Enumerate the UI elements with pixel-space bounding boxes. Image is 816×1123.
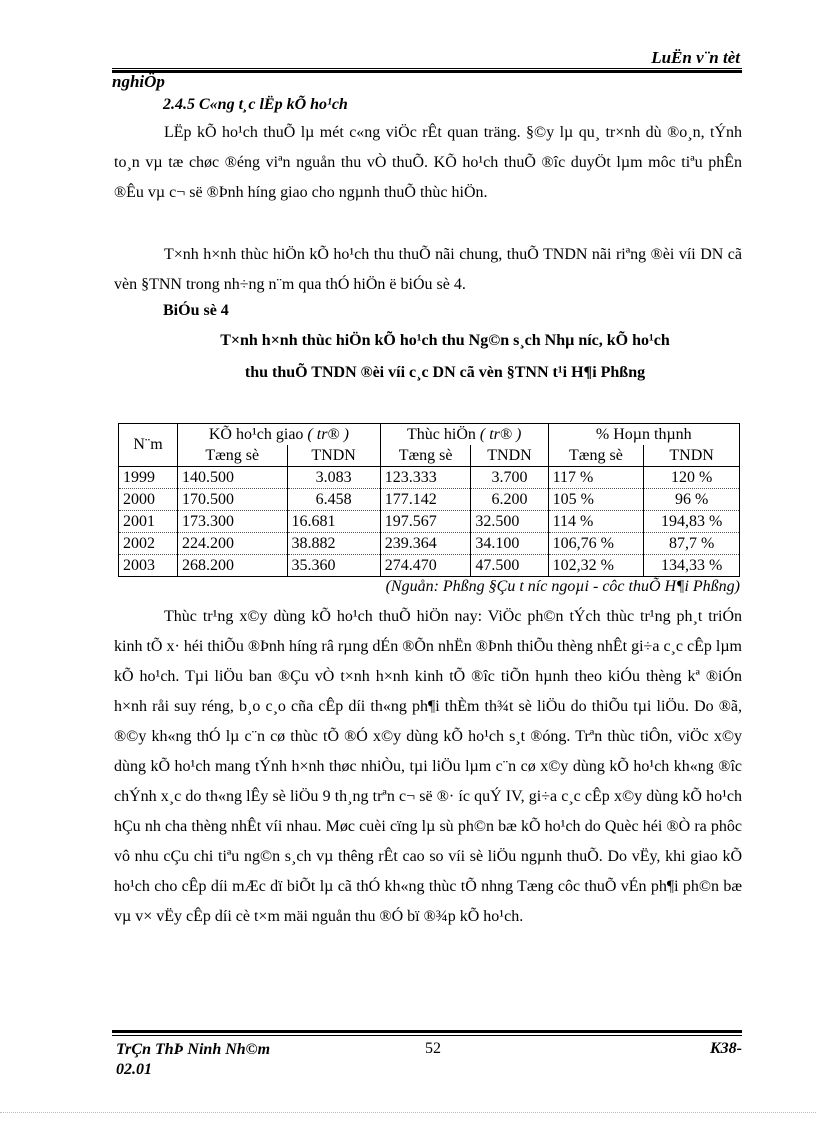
footer-author: TrÇn ThÞ Ninh Nh©m 02.01 (116, 1041, 271, 1078)
table-row: 2001 173.300 16.681 197.567 32.500 114 % 194,83 % (119, 511, 740, 533)
sub-actual-total: Tæng sè (380, 445, 471, 467)
col-group-plan: KÕ ho¹ch giao ( tr® ) (178, 424, 381, 446)
table-title-line-2: thu thuÕ TNDN ®èi víi c¸c DN cã vèn §TNN t¹i H¶i Phßng (244, 364, 646, 381)
table-row: 2002 224.200 38.882 239.364 34.100 106,76 % 87,7 % (119, 533, 740, 555)
col-year-header: N¨m (119, 424, 178, 467)
page-bottom-divider (0, 1112, 816, 1113)
page-number: 52 (425, 1040, 441, 1057)
section-title: 2.4.5 C«ng t¸c lËp kÕ ho¹ch (163, 96, 348, 113)
table-title-line-1: T×nh h×nh thùc hiÖn kÕ ho¹ch thu Ng©n s¸ch Nhµ níc, kÕ ho¹ch (220, 332, 670, 349)
sub-plan-total: Tæng sè (178, 445, 288, 467)
sub-pct-tndn: TNDN (644, 445, 740, 467)
table-row: 2000 170.500 6.458 177.142 6.200 105 % 96 % (119, 489, 740, 511)
footer-rule-thin (112, 1035, 742, 1036)
sub-actual-tndn: TNDN (471, 445, 548, 467)
paragraph-2: T×nh h×nh thùc hiÖn kÕ ho¹ch thu thuÕ nãi chung, thuÕ TNDN nãi riªng ®èi víi DN cã vèn §TNN trong nh÷ng n¨m qua thÓ hiÖn ë biÓu sè 4. (114, 246, 742, 293)
header-rule-thin (112, 68, 742, 69)
sub-plan-tndn: TNDN (287, 445, 380, 467)
table-row: 1999 140.500 3.083 123.333 3.700 117 % 120 % (119, 467, 740, 489)
data-table (118, 423, 740, 577)
col-group-pct: % Hoµn thµnh (548, 424, 739, 446)
table-source: (Nguån: Phßng §Çu t níc ngoµi - côc thuÕ H¶i Phßng) (385, 578, 740, 595)
col-group-actual: Thùc hiÖn ( tr® ) (380, 424, 548, 446)
sub-pct-total: Tæng sè (548, 445, 644, 467)
header-title: LuËn v¨n tèt (651, 48, 740, 67)
header-continuation: nghiÖp (112, 72, 165, 91)
paragraph-3: Thùc tr¹ng x©y dùng kÕ ho¹ch thuÕ hiÖn nay: ViÖc ph©n tÝch thùc tr¹ng ph¸t triÓn kinh tÕ x· héi thiÕu ®Þnh híng râ rµng dÉn ®Õn nhËn ®Þnh thiÕu thèng nhÊt gi÷a c¸c cÊp lµm kÕ ho¹ch. Tµi liÖu ban ®Çu vÒ t×nh h×nh kinh tÕ ®îc tiÕn hµnh theo kiÓu thèng kª ®iÓn h×nh råi suy réng, b¸o c¸o cña cÊp díi th«ng ph¶i thÈm th¾t sè liÖu do thiÕu tµi liÖu. Do ®ã, ®©y kh«ng thÓ lµ c¨n cø thùc tÕ ®Ó x©y dùng kÕ ho¹ch s¸t ®óng. Trªn thùc tiÔn, viÖc x©y dùng kÕ ho¹ch mang tÝnh h×nh thøc nhiÒu, tµi liÖu lµm c¨n cø x©y dùng kÕ ho¹ch kh«ng ®îc chÝnh x¸c do th«ng lÊy sè liÖu 9 th¸ng trªn c¬ së ®· íc quÝ IV, gi÷a c¸c cÊp x©y dùng kÕ ho¹ch hÇu nh cha thèng nhÊt víi nhau. Møc cuèi cïng lµ sù ph©n bæ kÕ ho¹ch do Quèc héi ®Ò ra phôc vô nhu cÇu chi tiªu ng©n s¸ch vµ thêng rÊt cao so víi sè liÖu ngµnh thuÕ. Do vËy, khi giao kÕ ho¹ch cho cÊp díi mÆc dï biÕt lµ cã thÓ kh«ng thùc tÕ nhng Tæng côc thuÕ vÉn ph¶i ph©n bæ vµ v× vËy cÊp díi cè t×m mäi nguån thu ®Ó bï ®¾p kÕ ho¹ch. (114, 608, 742, 925)
paragraph-1: LËp kÕ ho¹ch thuÕ lµ mét c«ng viÖc rÊt quan träng. §©y lµ qu¸ tr×nh dù ®o¸n, tÝnh to¸n vµ tæ chøc ®éng viªn nguån thu vÒ thuÕ. KÕ ho¹ch thuÕ ®îc duyÖt lµm môc tiªu phÊn ®Êu vµ c¬ së ®Þnh híng giao cho ngµnh thuÕ thùc hiÖn. (114, 124, 742, 201)
table-label: BiÓu sè 4 (163, 302, 229, 319)
footer-class: K38- (710, 1040, 742, 1057)
table-row: 2003 268.200 35.360 274.470 47.500 102,32 % 134,33 % (119, 555, 740, 577)
header-rule-thick (112, 70, 742, 73)
footer-rule-thick (112, 1030, 742, 1033)
